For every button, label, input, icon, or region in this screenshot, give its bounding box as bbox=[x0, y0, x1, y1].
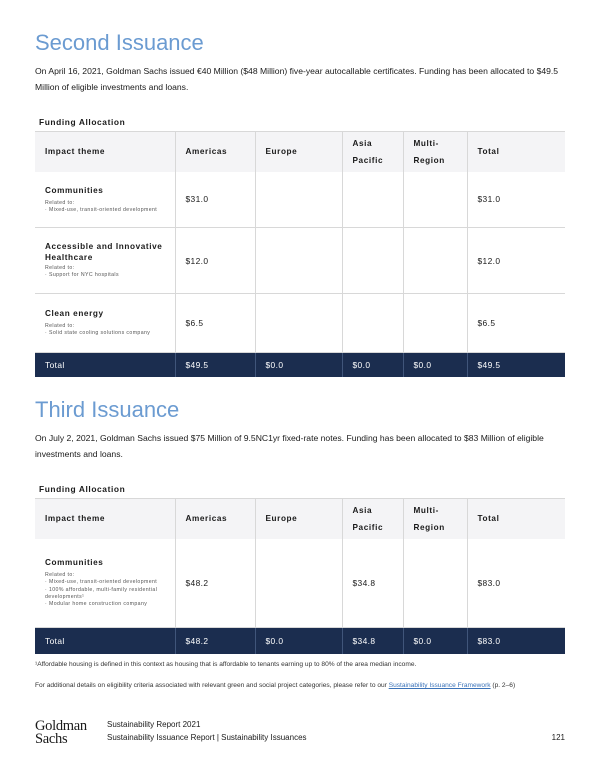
total-label: Total bbox=[35, 628, 175, 654]
cell-asia-pacific bbox=[342, 294, 403, 353]
header-europe: Europe bbox=[255, 499, 342, 539]
cell-asia-pacific: $34.8 bbox=[342, 539, 403, 628]
total-multi-region: $0.0 bbox=[403, 628, 467, 654]
third-allocation-table bbox=[35, 498, 565, 654]
page-number: 121 bbox=[551, 733, 565, 742]
table-row bbox=[35, 228, 565, 294]
total-americas: $48.2 bbox=[175, 628, 255, 654]
cell-americas: $12.0 bbox=[175, 228, 255, 294]
cell-americas: $6.5 bbox=[175, 294, 255, 353]
cell-europe bbox=[255, 539, 342, 628]
cell-multi-region bbox=[403, 172, 467, 228]
row-theme: Clean energy Related to: · Solid state cooling solutions company bbox=[35, 294, 175, 353]
cell-total: $31.0 bbox=[467, 172, 565, 228]
table-row bbox=[35, 539, 565, 628]
third-funding-allocation-label: Funding Allocation bbox=[39, 484, 126, 494]
total-multi-region: $0.0 bbox=[403, 353, 467, 377]
cell-europe bbox=[255, 172, 342, 228]
second-issuance-title: Second Issuance bbox=[35, 30, 204, 55]
sustainability-framework-link[interactable]: Sustainability Issuance Framework bbox=[388, 682, 491, 689]
header-impact-theme: Impact theme bbox=[35, 132, 175, 172]
header-multi-region: Multi- Region bbox=[403, 499, 467, 539]
header-europe: Europe bbox=[255, 132, 342, 172]
table-total-row bbox=[35, 353, 565, 377]
report-section: Sustainability Issuance Report | Sustainability Issuances bbox=[107, 733, 307, 742]
third-issuance-title: Third Issuance bbox=[35, 397, 180, 422]
header-impact-theme: Impact theme bbox=[35, 499, 175, 539]
cell-europe bbox=[255, 294, 342, 353]
header-americas: Americas bbox=[175, 499, 255, 539]
cell-multi-region bbox=[403, 539, 467, 628]
total-total: $83.0 bbox=[467, 628, 565, 654]
cell-multi-region bbox=[403, 294, 467, 353]
table-header-row bbox=[35, 132, 565, 172]
second-funding-allocation-label: Funding Allocation bbox=[39, 117, 126, 127]
cell-asia-pacific bbox=[342, 172, 403, 228]
row-theme: Accessible and Innovative Healthcare Related to: · Support for NYC hospitals bbox=[35, 228, 175, 294]
second-allocation-table bbox=[35, 131, 565, 377]
table-header-row bbox=[35, 499, 565, 539]
row-theme: Communities Related to: · Mixed-use, transit-oriented development · 100% affordable, multi-family residential developments¹ · Modular home construction company bbox=[35, 539, 175, 628]
cell-total: $6.5 bbox=[467, 294, 565, 353]
total-americas: $49.5 bbox=[175, 353, 255, 377]
header-asia-pacific: Asia Pacific bbox=[342, 132, 403, 172]
total-europe: $0.0 bbox=[255, 353, 342, 377]
footnote-affordable-housing: ¹Affordable housing is defined in this context as housing that is affordable to tenants earning up to 80% of the area median income. bbox=[35, 661, 417, 668]
table-row bbox=[35, 294, 565, 353]
cell-total: $12.0 bbox=[467, 228, 565, 294]
header-americas: Americas bbox=[175, 132, 255, 172]
footnote-framework-reference: For additional details on eligibility criteria associated with relevant green and social project categories, please refer to our Sustainability Issuance Framework (p. 2–6) bbox=[35, 682, 516, 689]
cell-americas: $31.0 bbox=[175, 172, 255, 228]
header-total: Total bbox=[467, 499, 565, 539]
table-row bbox=[35, 172, 565, 228]
total-total: $49.5 bbox=[467, 353, 565, 377]
report-name: Sustainability Report 2021 bbox=[107, 720, 201, 729]
cell-americas: $48.2 bbox=[175, 539, 255, 628]
header-asia-pacific: Asia Pacific bbox=[342, 499, 403, 539]
goldman-sachs-logo: Goldman Sachs bbox=[35, 718, 87, 747]
row-theme: Communities Related to: · Mixed-use, transit-oriented development bbox=[35, 172, 175, 228]
third-issuance-intro: On July 2, 2021, Goldman Sachs issued $75 Million of 9.5NC1yr fixed-rate notes. Funding has been allocated to $83 Million of eligible investments and loans. bbox=[35, 433, 544, 459]
header-multi-region: Multi- Region bbox=[403, 132, 467, 172]
total-asia-pacific: $34.8 bbox=[342, 628, 403, 654]
total-asia-pacific: $0.0 bbox=[342, 353, 403, 377]
header-total: Total bbox=[467, 132, 565, 172]
total-europe: $0.0 bbox=[255, 628, 342, 654]
cell-total: $83.0 bbox=[467, 539, 565, 628]
cell-asia-pacific bbox=[342, 228, 403, 294]
total-label: Total bbox=[35, 353, 175, 377]
cell-europe bbox=[255, 228, 342, 294]
table-total-row bbox=[35, 628, 565, 654]
cell-multi-region bbox=[403, 228, 467, 294]
second-issuance-intro: On April 16, 2021, Goldman Sachs issued €40 Million ($48 Million) five-year autocallable certificates. Funding has been allocated to $49.5 Million of eligible investments and loans. bbox=[35, 66, 559, 92]
